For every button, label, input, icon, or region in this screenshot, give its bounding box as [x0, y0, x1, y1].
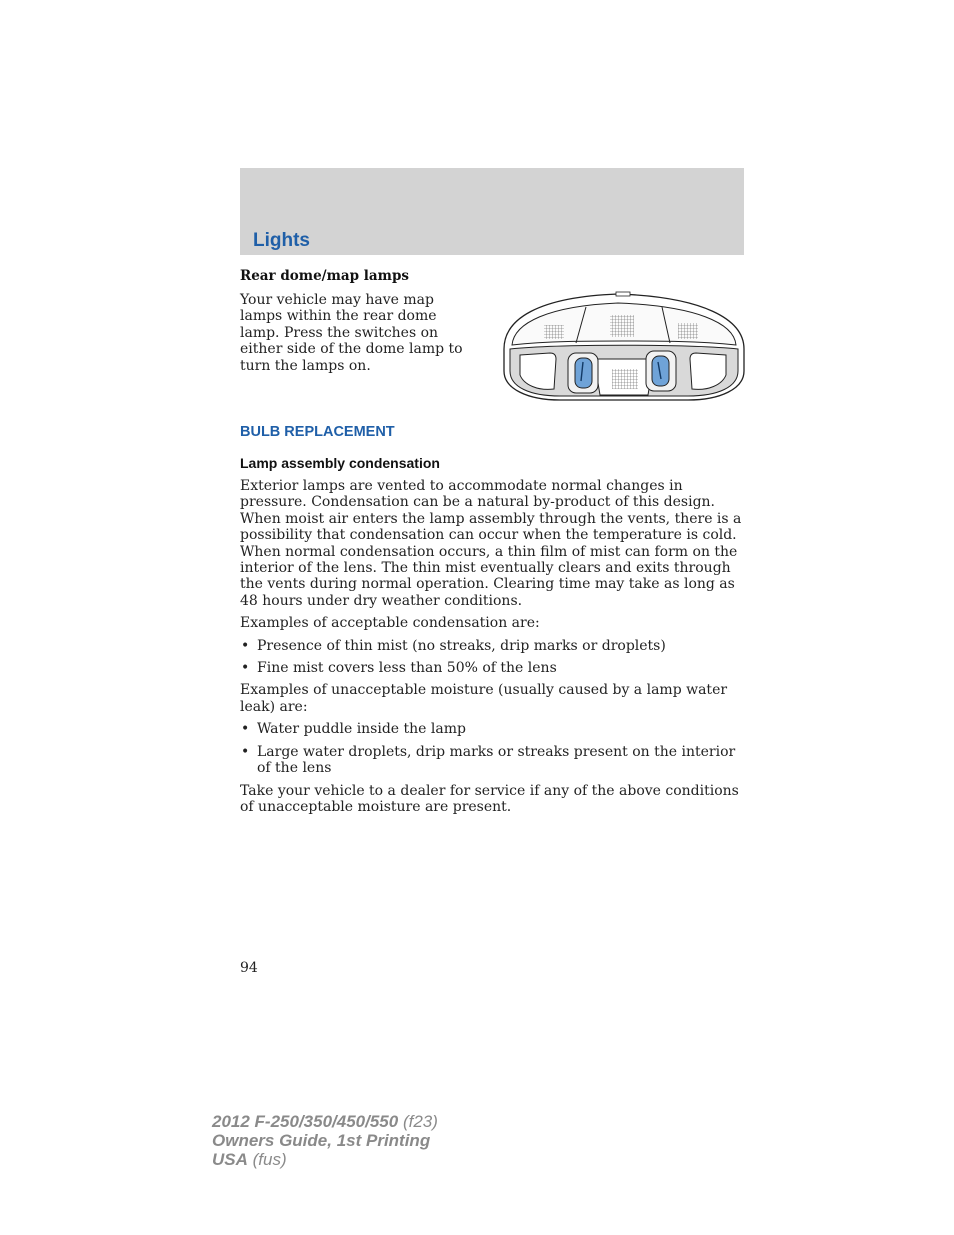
page-number: 94 — [240, 960, 258, 976]
rear-dome-heading: Rear dome/map lamps — [240, 268, 409, 284]
closing-paragraph: Take your vehicle to a dealer for service if any of the above conditions of unacceptable moisture are present. — [240, 782, 739, 815]
unacceptable-list — [240, 721, 744, 776]
rear-dome-text: Your vehicle may have map lamps within the rear dome lamp. Press the switches on either side of the dome lamp to turn the lamps on. — [240, 292, 463, 374]
footer-guide: Owners Guide, 1st Printing — [212, 1131, 431, 1150]
document-footer — [212, 1112, 438, 1169]
footer-region: USA — [212, 1150, 248, 1169]
list-item: • Presence of thin mist (no streaks, drip marks or droplets) — [241, 637, 666, 654]
bulb-replacement-heading: BULB REPLACEMENT — [240, 424, 395, 440]
list-item: • Large water droplets, drip marks or streaks present on the interior of the lens — [241, 743, 736, 777]
footer-model: 2012 F-250/350/450/550 — [212, 1112, 399, 1131]
right-map-lamp-switch — [646, 351, 676, 391]
footer-region-code: (fus) — [252, 1150, 287, 1169]
section-title: Lights — [253, 230, 310, 251]
condensation-subheading: Lamp assembly condensation — [240, 455, 440, 471]
rear-dome-lamp-illustration — [498, 289, 748, 404]
list-item: • Fine mist covers less than 50% of the lens — [241, 660, 557, 677]
left-map-lamp-switch — [568, 353, 598, 393]
section-header-band — [240, 168, 744, 255]
list-item: • Water puddle inside the lamp — [241, 721, 466, 738]
acceptable-intro: Examples of acceptable condensation are: — [240, 615, 540, 632]
unacceptable-intro: Examples of unacceptable moisture (usually caused by a lamp water leak) are: — [240, 682, 728, 715]
condensation-paragraph: Exterior lamps are vented to accommodate normal changes in pressure. Condensation can be a natural by-product of this design. When moist air enters the lamp assembly through the vents, there is a possibility that condensation can occur when the temperature is cold. When normal condensation occurs, a thin film of mist can form on the interior of the lens. The thin mist eventually clears and exits through the vents during normal operation. Clearing time may take as long as 48 hours under dry weather conditions. — [240, 478, 742, 609]
condensation-body — [240, 478, 744, 821]
footer-model-code: (f23) — [402, 1112, 438, 1131]
acceptable-list — [240, 638, 744, 677]
